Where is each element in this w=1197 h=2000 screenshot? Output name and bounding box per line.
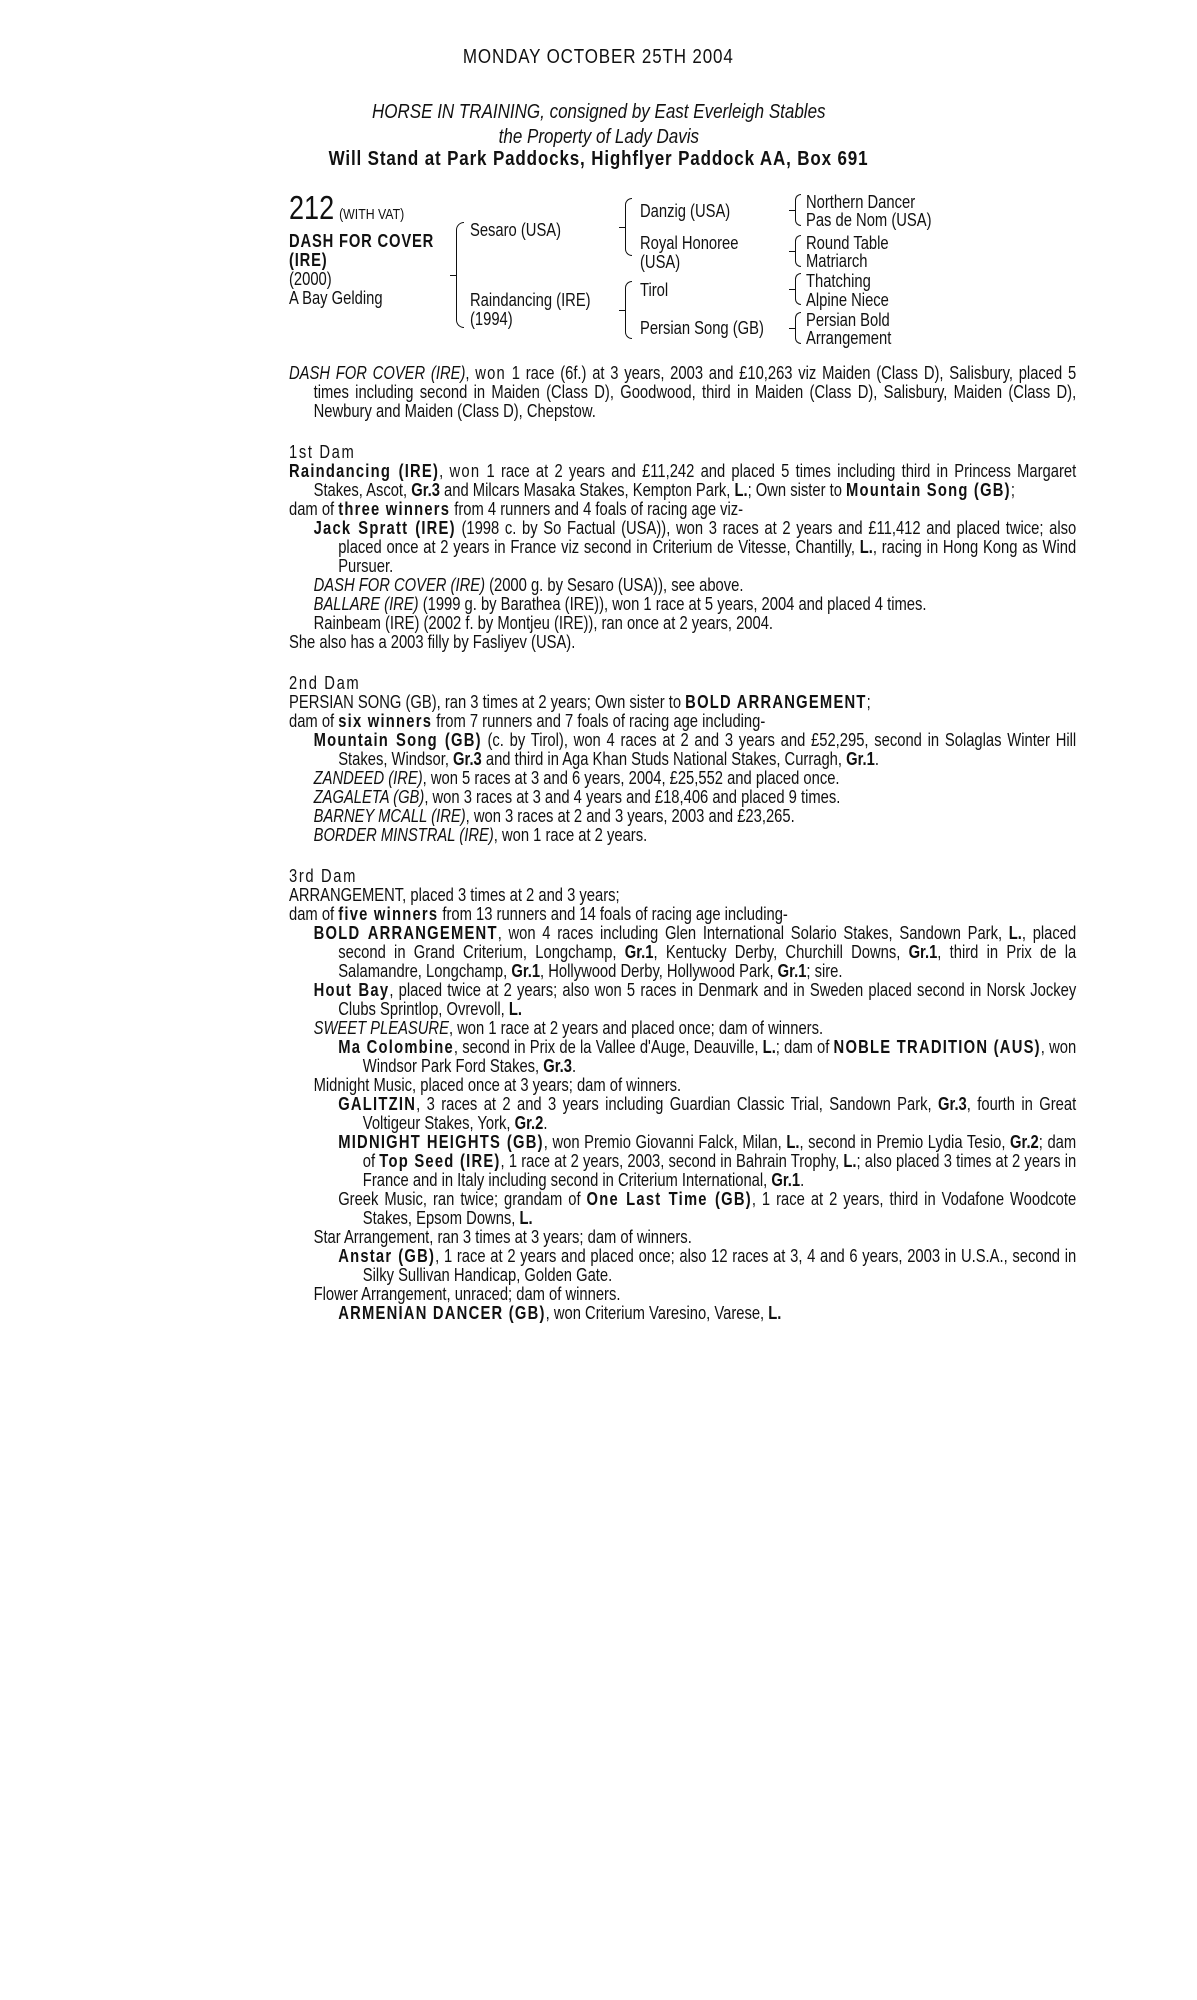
produce-barney-mcall: BARNEY MCALL (IRE), won 3 races at 2 and 3 years, 2003 and £23,265. bbox=[313, 806, 795, 826]
produce-zandeed: ZANDEED (IRE), won 5 races at 3 and 6 years, 2004, £25,552 and placed once. bbox=[313, 768, 840, 788]
property-line: the Property of Lady Davis bbox=[498, 126, 699, 148]
consignor-line: HORSE IN TRAINING, consigned by East Everleigh Stables bbox=[371, 101, 826, 123]
intro-paragraph: DASH FOR COVER (IRE), won 1 race (6f.) at 3 years, 2003 and £10,263 viz Maiden (Class D), Salisbury, placed 5 times including second in Maiden (Class D), Goodwood, third in Maiden (Class D), Salisbury, Maiden (Class D), Newbury and Maiden (Class D), Chepstow. bbox=[289, 363, 1077, 421]
horse-name: DASH FOR COVER bbox=[289, 231, 435, 251]
dam-dam: Persian Song (GB) bbox=[640, 318, 764, 338]
produce-zagaleta: ZAGALETA (GB), won 3 races at 3 and 4 years and £18,406 and placed 9 times. bbox=[313, 787, 841, 807]
produce-ma-colombine: Ma Colombine, second in Prix de la Vallee d'Auge, Deauville, L.; dam of NOBLE TRADITION (AUS), won Windsor Park Ford Stakes, Gr.3. bbox=[338, 1037, 1077, 1076]
pedigree-brace-4 bbox=[795, 194, 801, 226]
pedigree-brace-7 bbox=[795, 312, 801, 344]
produce-filly-note: She also has a 2003 filly by Fasliyev (USA). bbox=[289, 632, 576, 652]
produce-armenian-dancer: ARMENIAN DANCER (GB), won Criterium Varesino, Varese, L. bbox=[338, 1303, 782, 1323]
second-dam-heading: 2nd Dam bbox=[289, 673, 361, 693]
vat-note: (WITH VAT) bbox=[339, 206, 405, 223]
produce-bold-arrangement: BOLD ARRANGEMENT, won 4 races including Glen International Solario Stakes, Sandown Park, L., placed second in Grand Criterium, Longchamp, Gr.1, Kentucky Derby, Churchill Downs, Gr.1, third in Prix de la Salamandre, Longchamp, Gr.1, Hollywood Derby, Hollywood Park, Gr.1; sire. bbox=[313, 923, 1077, 981]
produce-galitzin: GALITZIN, 3 races at 2 and 3 years including Guardian Classic Trial, Sandown Park, Gr.3, fourth in Great Voltigeur Stakes, York, Gr.2. bbox=[338, 1094, 1077, 1133]
first-dam-heading: 1st Dam bbox=[289, 442, 356, 462]
produce-hout-bay: Hout Bay, placed twice at 2 years; also won 5 races in Denmark and in Sweden placed second in Norsk Jockey Clubs Sprintlop, Ovrevoll, L. bbox=[313, 980, 1077, 1019]
dam-sire: Tirol bbox=[640, 280, 669, 300]
sire-dam: Royal Honoree bbox=[640, 233, 739, 253]
third-dam-paragraph: ARRANGEMENT, placed 3 times at 2 and 3 years; bbox=[289, 885, 620, 905]
first-dam-paragraph: Raindancing (IRE), won 1 race at 2 years and £11,242 and placed 5 times including third in Princess Margaret Stakes, Ascot, Gr.3 and Milcars Masaka Stakes, Kempton Park, L.; Own sister to Mountain Song (GB); bbox=[289, 461, 1077, 500]
location-line: Will Stand at Park Paddocks, Highflyer Paddock AA, Box 691 bbox=[328, 148, 869, 170]
sire-sire-dam: Pas de Nom (USA) bbox=[806, 210, 932, 230]
second-dam-paragraph: PERSIAN SONG (GB), ran 3 times at 2 years; Own sister to BOLD ARRANGEMENT; bbox=[289, 692, 871, 712]
sire-dam-country: (USA) bbox=[640, 252, 681, 272]
pedigree-brace-3 bbox=[625, 281, 632, 339]
first-dam-produce-line: dam of three winners from 4 runners and 4 foals of racing age viz- bbox=[289, 499, 744, 519]
produce-mountain-song: Mountain Song (GB) (c. by Tirol), won 4 races at 2 and 3 years and £52,295, second in Solaglas Winter Hill Stakes, Windsor, Gr.3 and third in Aga Khan Studs National Stakes, Curragh, Gr.1. bbox=[313, 730, 1077, 769]
dam-dam-dam: Arrangement bbox=[806, 328, 892, 348]
produce-midnight-heights: MIDNIGHT HEIGHTS (GB), won Premio Giovanni Falck, Milan, L., second in Premio Lydia Tesio, Gr.2; dam of Top Seed (IRE), 1 race at 2 years, 2003, second in Bahrain Trophy, L.; also placed 3 times at 2 years in France and in Italy including second in Criterium International, Gr.1. bbox=[338, 1132, 1077, 1190]
horse-description: A Bay Gelding bbox=[289, 288, 383, 308]
produce-flower-arrangement: Flower Arrangement, unraced; dam of winners. bbox=[313, 1284, 621, 1304]
pedigree-brace-5 bbox=[795, 235, 801, 267]
sire-sire-sire: Northern Dancer bbox=[806, 192, 916, 212]
racing-record bbox=[289, 364, 1076, 1323]
dam-sire-dam: Alpine Niece bbox=[806, 290, 889, 310]
produce-dash-for-cover: DASH FOR COVER (IRE) (2000 g. by Sesaro (USA)), see above. bbox=[313, 575, 744, 595]
pedigree-brace-6 bbox=[795, 273, 801, 305]
produce-jack-spratt: Jack Spratt (IRE) (1998 c. by So Factual (USA)), won 3 races at 2 years and £11,412 and placed twice; also placed once at 2 years in France viz second in Criterium de Vitesse, Chantilly, L., racing in Hong Kong as Wind Pursuer. bbox=[313, 518, 1077, 576]
sale-date: MONDAY OCTOBER 25TH 2004 bbox=[463, 46, 734, 68]
dam: Raindancing (IRE) bbox=[470, 290, 591, 310]
produce-midnight-music: Midnight Music, placed once at 3 years; dam of winners. bbox=[313, 1075, 682, 1095]
foaling-year: (2000) bbox=[289, 269, 332, 289]
third-dam-produce-line: dam of five winners from 13 runners and 14 foals of racing age including- bbox=[289, 904, 788, 924]
horse-country: (IRE) bbox=[289, 250, 328, 270]
produce-ballare: BALLARE (IRE) (1999 g. by Barathea (IRE)), won 1 race at 5 years, 2004 and placed 4 times. bbox=[313, 594, 927, 614]
produce-sweet-pleasure: SWEET PLEASURE, won 1 race at 2 years and placed once; dam of winners. bbox=[313, 1018, 824, 1038]
sire-dam-dam: Matriarch bbox=[806, 251, 868, 271]
pedigree-brace-2 bbox=[625, 198, 632, 256]
dam-year: (1994) bbox=[470, 309, 513, 329]
pedigree-brace-1 bbox=[456, 222, 464, 328]
sire: Sesaro (USA) bbox=[470, 220, 562, 240]
produce-greek-music: Greek Music, ran twice; grandam of One Last Time (GB), 1 race at 2 years, third in Vodafone Woodcote Stakes, Epsom Downs, L. bbox=[338, 1189, 1077, 1228]
dam-sire-sire: Thatching bbox=[806, 271, 871, 291]
sire-dam-sire: Round Table bbox=[806, 233, 889, 253]
lot-number: 212 bbox=[289, 189, 335, 226]
dam-dam-sire: Persian Bold bbox=[806, 310, 890, 330]
produce-star-arrangement: Star Arrangement, ran 3 times at 3 years; dam of winners. bbox=[313, 1227, 692, 1247]
third-dam-heading: 3rd Dam bbox=[289, 866, 358, 886]
sire-sire: Danzig (USA) bbox=[640, 201, 731, 221]
produce-rainbeam: Rainbeam (IRE) (2002 f. by Montjeu (IRE)), ran once at 2 years, 2004. bbox=[313, 613, 774, 633]
second-dam-produce-line: dam of six winners from 7 runners and 7 foals of racing age including- bbox=[289, 711, 766, 731]
produce-border-minstral: BORDER MINSTRAL (IRE), won 1 race at 2 years. bbox=[313, 825, 648, 845]
produce-anstar: Anstar (GB), 1 race at 2 years and placed once; also 12 races at 3, 4 and 6 years, 2003 in U.S.A., second in Silky Sullivan Handicap, Golden Gate. bbox=[338, 1246, 1077, 1285]
